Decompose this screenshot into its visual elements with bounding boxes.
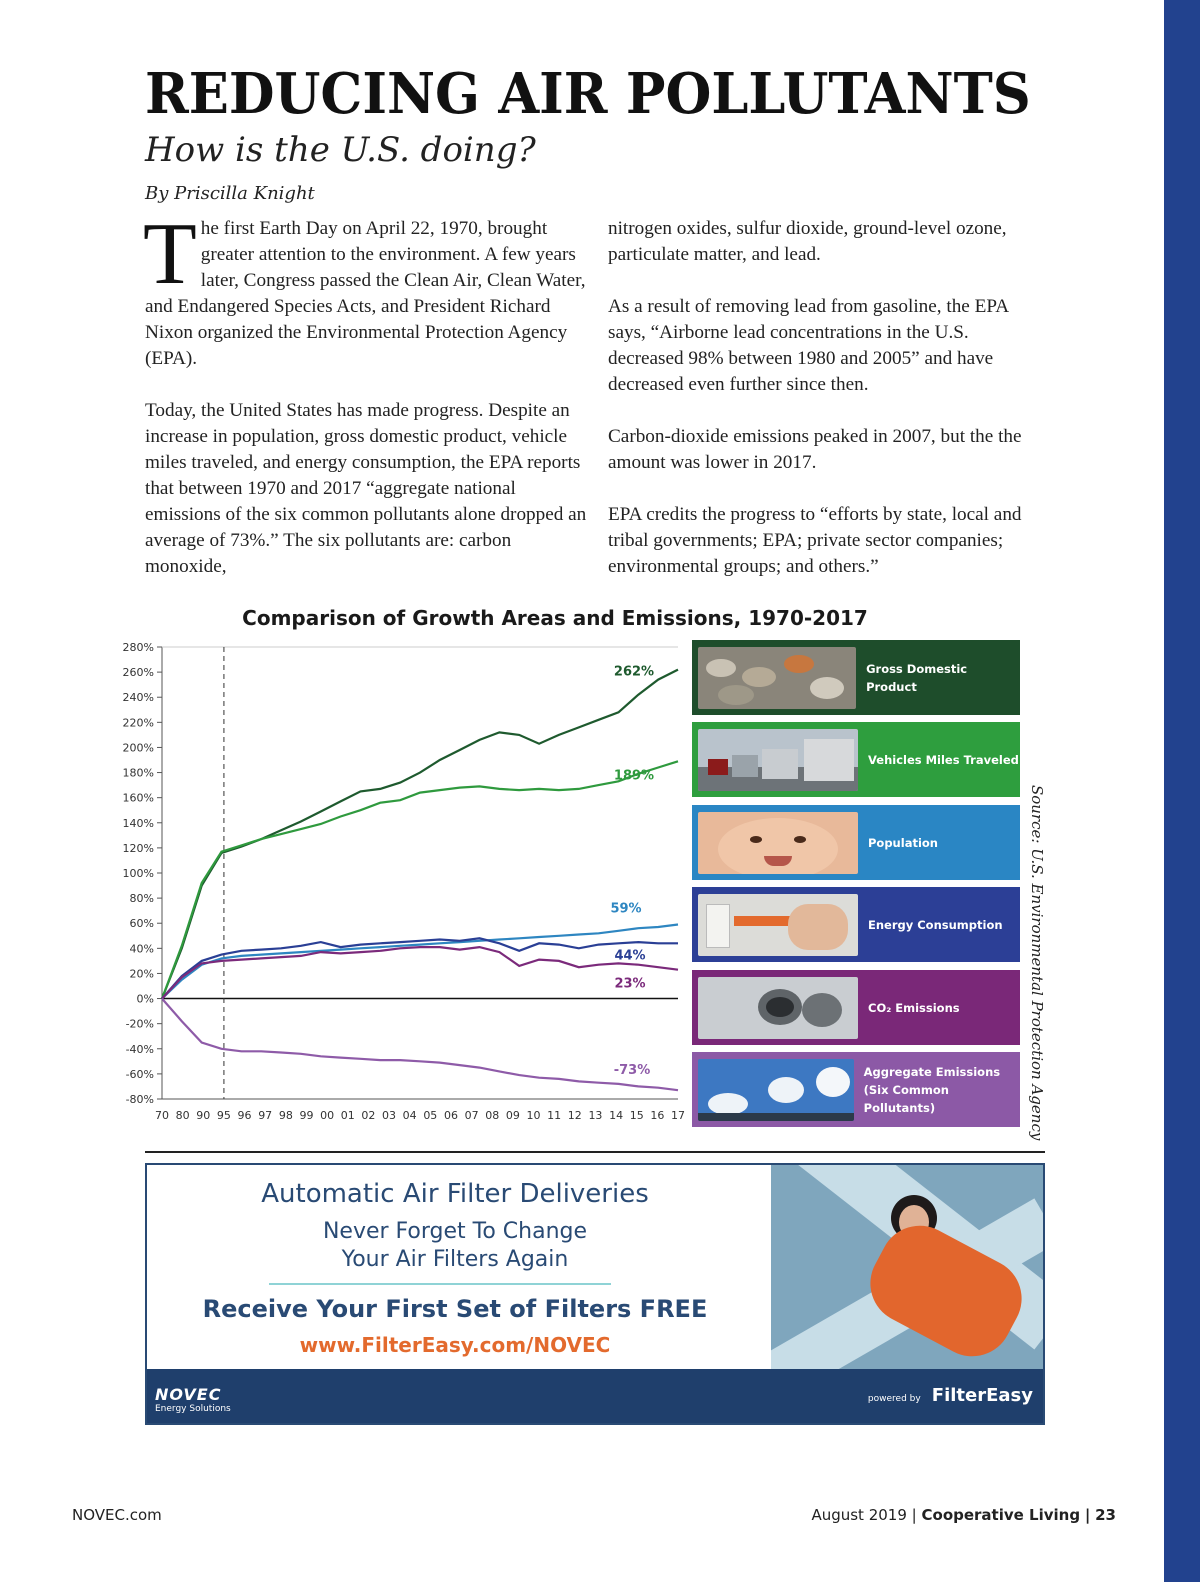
divider-rule [145, 1151, 1045, 1153]
woman-on-rug-photo [771, 1165, 1045, 1369]
x-tick-label: 05 [423, 1109, 438, 1122]
series-end-label-5: -73% [613, 1063, 651, 1079]
legend-label-aggregate-sub: (Six Common Pollutants) [863, 1082, 949, 1115]
paragraph-4: As a result of removing lead from gasoline, the EPA says, “Airborne lead concentrations in the U.S. decreased 98% between 1980 and 2005” and have decreased even further since then. [608, 296, 1009, 395]
powered-by-logo [868, 1385, 1033, 1406]
filtereasy-logo: FilterEasy [931, 1385, 1033, 1406]
series-end-label-2: 59% [610, 901, 642, 917]
ad-url-link[interactable]: www.FilterEasy.com/NOVEC [299, 1333, 611, 1357]
y-tick-label: 280% [122, 641, 154, 654]
series-end-label-0: 262% [613, 664, 655, 680]
x-tick-label: 02 [361, 1109, 376, 1122]
paragraph-2: Today, the United States has made progress. Despite an increase in population, gross domestic product, vehicle miles traveled, and energy consumption, the EPA reports that between 1970 and 2017 “aggregate national emissions of the six common pollutants alone dropped an average of 73%.” The six pollutants are: carbon monoxide, [145, 400, 587, 577]
x-tick-label: 09 [505, 1109, 520, 1122]
series-line-0 [162, 670, 678, 999]
series-line-4 [162, 947, 678, 999]
legend-item-vmt [692, 722, 1020, 797]
paragraph-3: nitrogen oxides, sulfur dioxide, ground-level ozone, particulate matter, and lead. [608, 218, 1007, 265]
ad-footer-bar [147, 1369, 1043, 1425]
line-chart [110, 635, 690, 1125]
x-tick-label: 80 [175, 1109, 190, 1122]
y-tick-label: -20% [125, 1017, 154, 1031]
footer-date: August 2019 [811, 1506, 907, 1524]
x-tick-label: 11 [547, 1109, 562, 1122]
series-end-label-4: 23% [614, 976, 646, 992]
x-tick-label: 16 [650, 1109, 665, 1122]
x-tick-label: 90 [196, 1109, 211, 1122]
baby-photo [698, 812, 858, 874]
ad-subline-2: Your Air Filters Again [341, 1247, 569, 1272]
y-tick-label: 100% [122, 867, 154, 880]
novec-logo-name: NOVEC [155, 1385, 222, 1404]
coins-photo [698, 647, 856, 709]
footer-separator: | [911, 1506, 917, 1524]
legend-item-population [692, 805, 1020, 880]
x-tick-label: 06 [443, 1109, 458, 1122]
series-line-2 [162, 925, 678, 999]
x-tick-label: 10 [526, 1109, 541, 1122]
powered-by-text: powered by [867, 1394, 921, 1404]
legend-label-gdp: Gross Domestic Product [866, 661, 968, 694]
y-tick-label: 240% [122, 691, 154, 705]
legend-item-aggregate [692, 1052, 1020, 1127]
y-tick-label: 20% [129, 967, 154, 981]
chart-title: Comparison of Growth Areas and Emissions, 1970-2017 [242, 606, 868, 630]
x-tick-label: 99 [299, 1109, 314, 1122]
x-tick-label: 15 [629, 1109, 644, 1122]
x-tick-label: 14 [609, 1109, 624, 1122]
series-end-label-3: 44% [614, 948, 646, 964]
x-tick-label: 00 [320, 1109, 335, 1122]
exhaust-photo [698, 977, 858, 1039]
y-tick-label: 60% [129, 917, 154, 931]
x-tick-label: 08 [485, 1109, 500, 1122]
footer-publication: Cooperative Living [921, 1506, 1081, 1524]
x-tick-label: 07 [464, 1109, 479, 1122]
y-tick-label: 220% [122, 716, 154, 730]
paragraph-5: Carbon-dioxide emissions peaked in 2007, but the the amount was lower in 2017. [608, 426, 1022, 473]
smokestacks-photo [698, 1059, 854, 1121]
footer-separator-2: | [1084, 1506, 1091, 1524]
series-line-5 [162, 999, 678, 1091]
paragraph-1 [143, 206, 590, 372]
novec-logo [155, 1385, 231, 1414]
y-tick-label: -80% [125, 1093, 154, 1106]
x-tick-label: 12 [567, 1109, 582, 1122]
plug-photo [698, 894, 858, 956]
traffic-photo [698, 729, 858, 791]
y-tick-label: 180% [122, 766, 154, 780]
footer-page-number: 23 [1095, 1506, 1116, 1524]
x-tick-label: 97 [258, 1109, 273, 1122]
paragraph-1-text: he first Earth Day on April 22, 1970, brought greater attention to the environment. A few years later, Congress passed the Clean Air, Clean Water, and Endangered Species Acts, and President Richard Nixon organized the Environmental Protection Agency (EPA). [145, 218, 586, 369]
article-column-left [143, 206, 590, 606]
footer-page-info [811, 1506, 1116, 1524]
ad-offer: Receive Your First Set of Filters FREE [202, 1295, 708, 1323]
x-tick-label: 01 [340, 1109, 355, 1122]
series-line-1 [162, 761, 678, 998]
y-tick-label: -60% [125, 1067, 154, 1081]
filter-ad[interactable] [145, 1163, 1045, 1425]
footer-site: NOVEC.com [72, 1506, 162, 1524]
x-tick-label: 04 [402, 1109, 417, 1122]
y-tick-label: 140% [122, 816, 154, 830]
y-tick-label: 260% [122, 666, 154, 680]
legend-item-energy [692, 887, 1020, 962]
x-tick-label: 70 [155, 1109, 169, 1122]
legend-label-vmt: Vehicles Miles Traveled [868, 752, 1019, 767]
legend-label-aggregate: Aggregate Emissions [863, 1064, 1001, 1079]
y-tick-label: 0% [136, 992, 154, 1006]
legend-label-co2: CO₂ Emissions [868, 1000, 960, 1015]
x-tick-label: 17 [671, 1109, 685, 1122]
y-tick-label: 160% [122, 791, 154, 805]
article-column-right [608, 216, 1048, 606]
y-tick-label: 120% [122, 841, 154, 855]
legend-item-gdp [692, 640, 1020, 715]
y-tick-label: 200% [122, 741, 154, 755]
subhead: How is the U.S. doing? [145, 130, 536, 170]
x-tick-label: 98 [278, 1109, 293, 1122]
x-tick-label: 03 [382, 1109, 397, 1122]
byline: By Priscilla Knight [145, 183, 315, 204]
ad-divider [269, 1283, 611, 1285]
y-tick-label: -40% [125, 1042, 154, 1056]
ad-title: Automatic Air Filter Deliveries [261, 1179, 649, 1209]
novec-logo-tagline: Energy Solutions [155, 1404, 231, 1414]
drop-cap: T [143, 206, 197, 303]
paragraph-6: EPA credits the progress to “efforts by state, local and tribal governments; EPA; private sector companies; environmental groups; and others.” [608, 504, 1022, 577]
x-tick-label: 96 [237, 1109, 252, 1122]
legend-item-co2 [692, 970, 1020, 1045]
source-credit: Source: U.S. Environmental Protection Agency [1028, 785, 1046, 1141]
y-tick-label: 40% [129, 942, 154, 956]
x-tick-label: 95 [216, 1109, 231, 1122]
series-end-label-1: 189% [613, 768, 655, 784]
y-tick-label: 80% [129, 892, 154, 906]
ad-subline-1: Never Forget To Change [322, 1219, 588, 1244]
page-edge-bar [1164, 0, 1200, 1582]
legend-label-energy: Energy Consumption [868, 917, 1003, 932]
headline: REDUCING AIR POLLUTANTS [145, 61, 1031, 127]
legend-label-population: Population [868, 835, 938, 850]
x-tick-label: 13 [588, 1109, 603, 1122]
